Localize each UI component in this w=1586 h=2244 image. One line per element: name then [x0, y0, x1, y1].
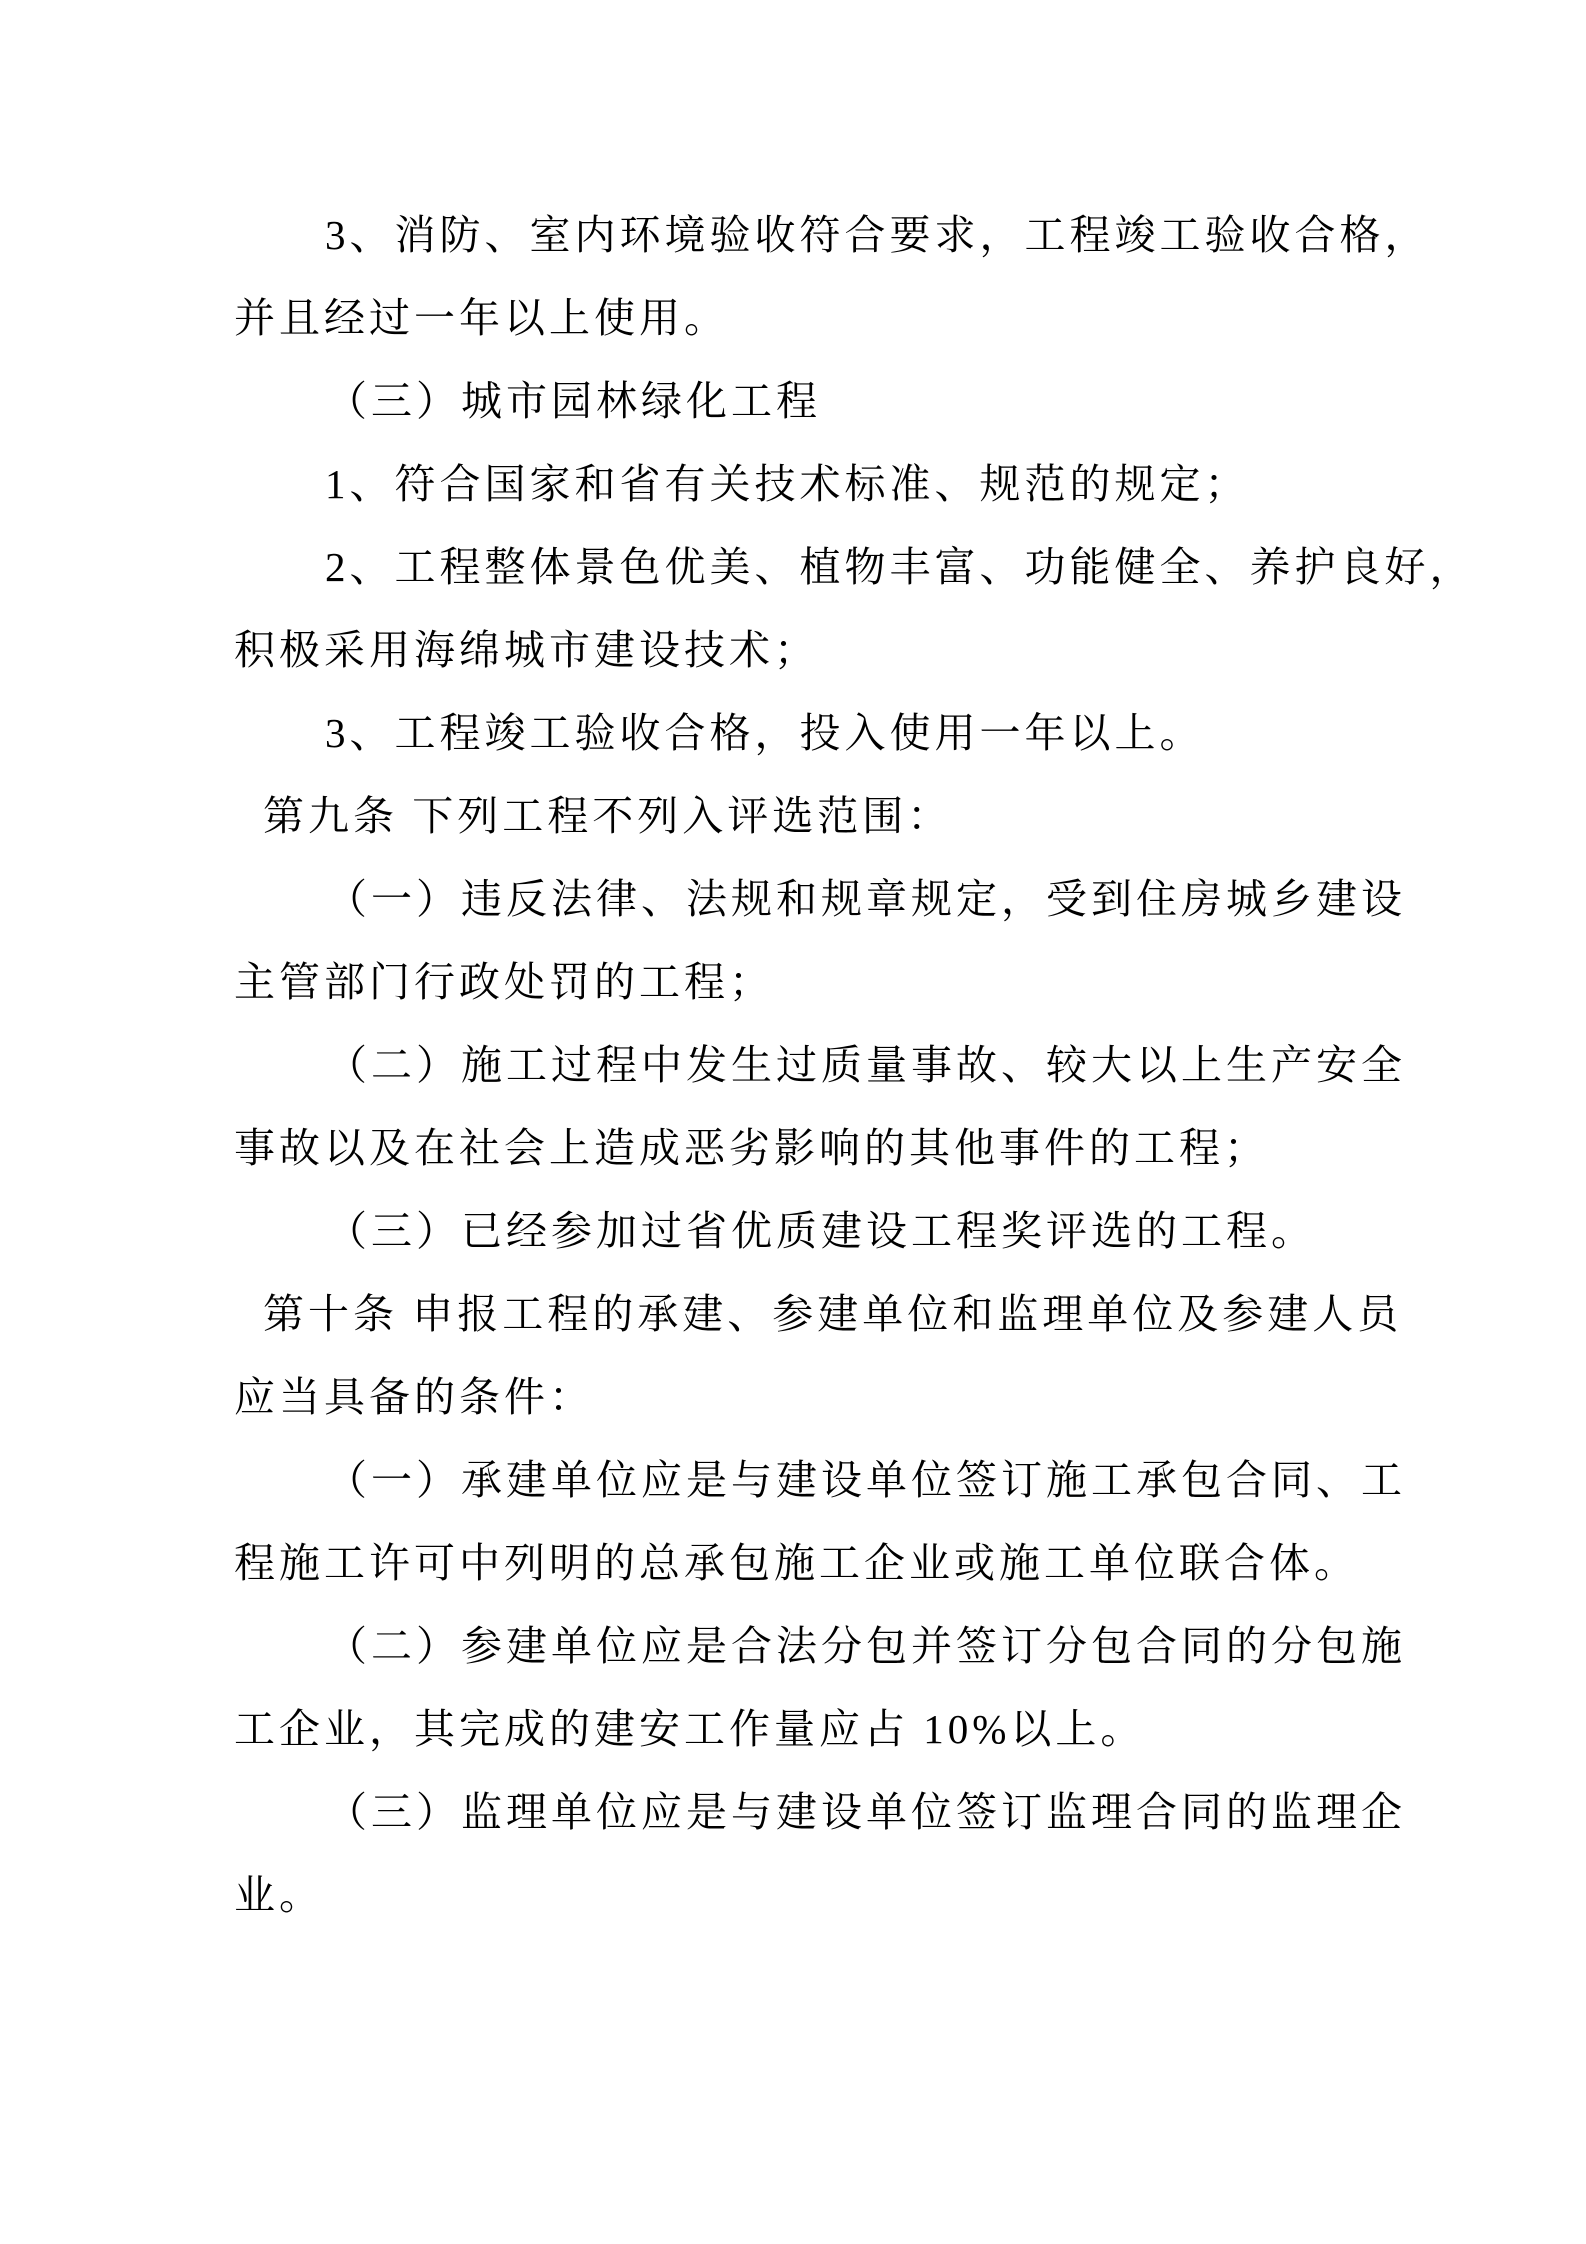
text-line: 业。	[234, 1872, 324, 1918]
text-line: 应当具备的条件：	[234, 1374, 594, 1420]
text-line: （三）城市园林绿化工程	[326, 378, 821, 424]
text-line: 程施工许可中列明的总承包施工企业或施工单位联合体。	[234, 1540, 1359, 1586]
text-line: 1、符合国家和省有关技术标准、规范的规定；	[325, 461, 1250, 507]
document-body	[0, 194, 1586, 1937]
text-line: （三）监理单位应是与建设单位签订监理合同的监理企	[326, 1789, 1406, 1835]
text-line: 第九条 下列工程不列入评选范围：	[263, 793, 953, 839]
text-line: （一）承建单位应是与建设单位签订施工承包合同、工	[326, 1457, 1406, 1503]
text-line: 事故以及在社会上造成恶劣影响的其他事件的工程；	[234, 1125, 1269, 1171]
text-line: （一）违反法律、法规和规章规定，受到住房城乡建设	[326, 876, 1406, 922]
text-line: 工企业，其完成的建安工作量应占 10%以上。	[234, 1706, 1146, 1752]
text-line: 积极采用海绵城市建设技术；	[234, 627, 819, 673]
text-line: 主管部门行政处罚的工程；	[234, 959, 774, 1005]
text-line: 3、工程竣工验收合格，投入使用一年以上。	[325, 710, 1205, 756]
text-line: （三）已经参加过省优质建设工程奖评选的工程。	[326, 1208, 1316, 1254]
text-line: （二）参建单位应是合法分包并签订分包合同的分包施	[326, 1623, 1406, 1669]
text-line: 3、消防、室内环境验收符合要求，工程竣工验收合格，	[325, 212, 1430, 258]
text-line: 第十条 申报工程的承建、参建单位和监理单位及参建人员	[263, 1291, 1403, 1337]
text-line: 并且经过一年以上使用。	[234, 295, 729, 341]
text-line: （二）施工过程中发生过质量事故、较大以上生产安全	[326, 1042, 1406, 1088]
text-line: 2、工程整体景色优美、植物丰富、功能健全、养护良好，	[325, 544, 1475, 590]
